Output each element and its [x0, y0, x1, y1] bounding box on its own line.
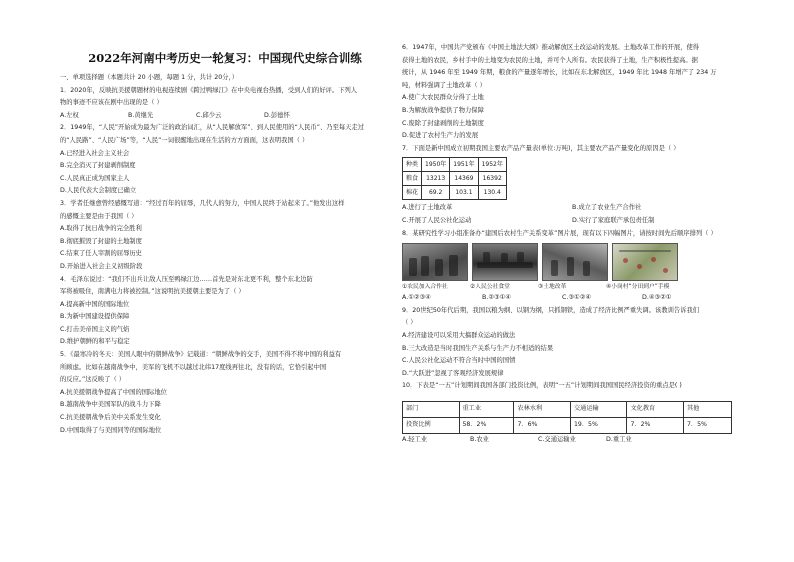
- table-cell: 14369: [450, 172, 478, 186]
- text-line: B.为新中国建设提供保障: [60, 313, 130, 321]
- text-line: C.打击美帝国主义的气焰: [60, 325, 130, 333]
- text-line: D.维护朝鲜的和平与稳定: [60, 338, 130, 346]
- table-cell: 103.1: [450, 186, 478, 200]
- option-row: [60, 110, 385, 123]
- text-line: 的感慨主要是由于我国（ ）: [60, 212, 138, 220]
- option-c: C.邱少云: [196, 111, 222, 119]
- option-b: B.农业: [470, 435, 489, 443]
- text-line: 4．毛泽东说过：“我们不出兵让敌人压至鸭绿江边……首先是对东北更不利，整个东北边防: [60, 275, 313, 283]
- text-line: B.完全消灭了封建剥削制度: [60, 162, 136, 170]
- option-a: A.①②③④: [402, 294, 431, 302]
- question-6: [402, 42, 747, 143]
- table-header: 种类: [403, 158, 422, 172]
- question-7-options-2: [402, 215, 747, 228]
- text-line: C.人民真正成为国家主人: [60, 174, 130, 182]
- photo-land-reform: [542, 243, 608, 281]
- text-line: B.彻底摧毁了封建的土地制度: [60, 237, 142, 245]
- text-line: 的“人民路”、“人民广场”等，“人民”一词很醒地出现在生活的方方面面，这表明我国（ ）: [60, 136, 309, 144]
- text-line: 5．《最寒冷的冬天：美国人眼中的朝鲜战争》记载道：“朝鲜战争的交手，美国不得不将中国的利益有: [60, 351, 342, 359]
- table-cell: 7．5%: [683, 417, 731, 433]
- text-line: D.开始进入社会主义初级阶段: [60, 262, 143, 270]
- text-line: 获得土地的农民，乡村手中的土地变为农民的土地，并可个人所有。农民获得了土地，生产积极性提高。据: [402, 56, 698, 64]
- text-line: A.经济建设可以采用大搞群众运动的做法: [402, 331, 516, 339]
- photo-row: [402, 243, 747, 279]
- option-a: A.轻工业: [402, 435, 428, 443]
- text-line: C.废除了封建剥削的土地制度: [402, 119, 484, 127]
- text-line: A.使广大农民群众分得了土地: [402, 94, 484, 102]
- table-cell: 16392: [478, 172, 506, 186]
- text-line: 的反应。”这反映了（ ）: [60, 376, 126, 384]
- photo-captions: [402, 281, 747, 292]
- table-header: 农林水利: [514, 401, 571, 417]
- text-line: B.三大改造是当时我国生产关系与生产力不相适的结果: [402, 344, 554, 352]
- question-7-options: [402, 202, 747, 215]
- option-c: C.交通运输业: [538, 435, 576, 443]
- text-line: B.越南战争中美国军队的战斗力下降: [60, 401, 161, 409]
- table-header: 1951年: [450, 158, 478, 172]
- text-line: 所顾虑。比如在越南战争中，美军的飞机不以越过北纬17度线再往北，没有的话，它恰引起中国: [60, 363, 327, 371]
- text-line: 6．1947年，中国共产党颁布《中国土地法大纲》推动解放区土改运动的发展。土地改革工作的开展，使得: [402, 44, 700, 51]
- text-line: A.取得了抗日战争的完全胜利: [60, 225, 142, 233]
- option-c: C.③①②④: [562, 294, 591, 302]
- text-line: B.为解放战争提供了物力保障: [402, 106, 484, 114]
- table-header: 1950年: [422, 158, 450, 172]
- text-line: 军将被吸住，南满电力将被控制。”这说明抗美援朝主要是为了（ ）: [60, 288, 245, 296]
- text-line: 2．1949年，“人民”开始成为最为广泛的政治词汇，从“人民解放军”、到人民使用的“人民币”、乃至每天走过: [60, 124, 365, 132]
- option-d: D.④③②①: [642, 294, 672, 302]
- question-9: [402, 305, 747, 381]
- table-cell: 58．2%: [459, 417, 514, 433]
- option-a: A.左权: [60, 111, 79, 119]
- option-a: A.进行了土地改革: [402, 204, 453, 212]
- left-column: [60, 72, 385, 437]
- table-header: 重工业: [459, 401, 514, 417]
- question-8: [402, 228, 747, 305]
- text-line: 9．20世纪50年代后期，我国以粮为纲、以钢为纲，只抓钢铁，造成了经济比例严重失调。该教训告诉我们: [402, 306, 700, 314]
- question-7: [402, 143, 747, 228]
- text-line: D.“大跃进”忽视了客观经济发展规律: [402, 369, 504, 377]
- table-header: 1952年: [478, 158, 506, 172]
- production-table: [402, 157, 507, 200]
- table-header: 其他: [683, 401, 731, 417]
- photo-canteen: [472, 243, 538, 281]
- caption-1: ①农民加入合作社: [402, 284, 448, 291]
- question-10-stem: 10．下表是“一五”计划期间我国各部门投资比例，表明“一五”计划期间我国国民经济投资的重点是( ): [402, 382, 682, 390]
- text-line: 物的事迹不应该在剧中出现的是（ ）: [60, 99, 163, 107]
- text-line: A.已经进入社会主义社会: [60, 149, 130, 157]
- table-cell: 130.4: [478, 186, 506, 200]
- text-line: D.促进了农村生产力的发展: [402, 132, 479, 140]
- option-b: B.黄继光: [128, 111, 154, 119]
- text-line: 统计，从 1946 年至 1949 年期，粮食的产量逐年增长，比如在东北解放区，1949 年比 1948 年增产了 234 万: [402, 69, 717, 77]
- question-10-options: [402, 434, 747, 447]
- table-cell: 19．5%: [570, 417, 627, 433]
- table-header: 交通运输: [570, 401, 627, 417]
- table-header: 文化教育: [627, 401, 684, 417]
- text-line: 一、单项选择题（本题共计 20 小题，每题 1 分，共计 20分，）: [60, 74, 239, 81]
- table-header: 部门: [403, 401, 460, 417]
- option-d: D.重工业: [606, 435, 632, 443]
- text-line: 吨，材料强调了土地改革（ ）: [402, 81, 486, 89]
- text-line: C.抗美援朝战争后美中关系发生变化: [60, 414, 161, 422]
- photo-cooperative: [402, 243, 468, 281]
- option-c: C.开展了人民公社化运动: [402, 216, 472, 224]
- option-b: B.②③①④: [482, 294, 511, 302]
- investment-table: [402, 401, 732, 434]
- question-7-stem: 7．下面是新中国成立初期我国主要农产品产量表(单位:万吨)，其主要农产品产量变化的原因是（ ）: [402, 144, 680, 152]
- text-line: A.提高新中国的国际地位: [60, 300, 130, 308]
- question-10: [402, 380, 747, 446]
- question-8-stem: 8．某研究性学习小组准备办“建国后农村生产关系变革”图片展，现有以下四幅图片，请按时间先后顺序排列（ ）: [402, 229, 717, 237]
- page-title: 2022年河南中考历史一轮复习：中国现代史综合训练: [88, 51, 362, 65]
- text-line: （ ）: [402, 319, 417, 327]
- table-cell: 69.2: [422, 186, 450, 200]
- option-d: D.实行了家庭联产承包责任制: [572, 216, 655, 224]
- table-cell: 粮食: [403, 172, 422, 186]
- caption-4: ④小岗村“分田到户”手模: [606, 284, 670, 291]
- text-line: 1．2020年，反映抗美援朝题材的电视连续剧《跨过鸭绿江》在中央电视台热播，受到人们的好评。下列人: [60, 86, 358, 94]
- text-line: A.抗美援朝战争提高了中国的国际地位: [60, 388, 167, 396]
- right-column: [402, 42, 747, 446]
- text-line: D.中国取得了与美国同等的国际地位: [60, 426, 162, 434]
- option-d: D.彭德怀: [264, 111, 290, 119]
- table-cell: 棉花: [403, 186, 422, 200]
- text-line: C.结束了任人宰割的屈辱历史: [60, 250, 142, 258]
- option-b: B.成立了农业生产合作社: [572, 204, 642, 212]
- photo-handprint-contract: [612, 243, 678, 281]
- caption-3: ③土地改革: [538, 284, 567, 291]
- text-line: D.人民代表大会制度已确立: [60, 187, 137, 195]
- table-cell: 7．6%: [514, 417, 571, 433]
- table-cell: 7．2%: [627, 417, 684, 433]
- text-line: C.人民公社化运动不符合当时中国的国情: [402, 357, 516, 365]
- question-8-options: [402, 292, 747, 305]
- table-cell: 13213: [422, 172, 450, 186]
- text-line: 3．学者任继愈曾经感慨写道：“经过百年的屈辱，几代人的努力，中国人民终于站起来了。”他发出这样: [60, 199, 345, 207]
- caption-2: ②人民公社食堂: [470, 284, 510, 291]
- table-cell: 投资比例: [403, 417, 460, 433]
